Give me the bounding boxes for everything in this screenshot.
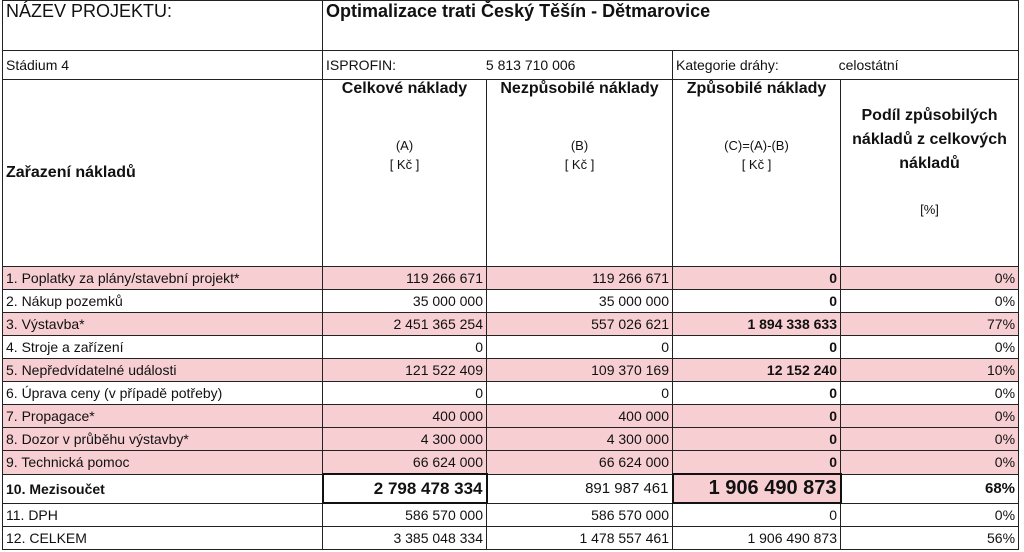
row-label: 11. DPH [3, 503, 323, 527]
cell-total: 2 798 478 334 [323, 474, 487, 503]
cell-ineligible: 0 [487, 336, 673, 359]
cell-total: 66 624 000 [323, 451, 487, 475]
row-label: 10. Mezisoučet [3, 474, 323, 503]
row-label: 1. Poplatky za plány/stavební projekt* [3, 267, 323, 290]
isprofin-cell [323, 51, 673, 80]
table-row [3, 267, 1019, 290]
cell-share: 0% [841, 451, 1019, 475]
col-ineligible-header [487, 80, 673, 267]
col-cost-category-header: Zařazení nákladů [3, 80, 323, 267]
project-name: Optimalizace trati Český Těšín - Dětmarovice [323, 1, 1019, 51]
meta-row [3, 51, 1019, 80]
cell-ineligible: 0 [487, 382, 673, 405]
col-share-title: Podíl způsobilých nákladů z celkových nákladů [852, 107, 1007, 172]
cell-eligible: 0 [673, 290, 841, 313]
cell-total: 0 [323, 336, 487, 359]
cell-ineligible: 891 987 461 [487, 474, 673, 503]
row-label: 9. Technická pomoc [3, 451, 323, 475]
table-row [3, 451, 1019, 475]
project-title-row [3, 1, 1019, 51]
cell-total: 2 451 365 254 [323, 313, 487, 336]
cell-eligible: 1 906 490 873 [673, 527, 841, 550]
cell-share: 0% [841, 503, 1019, 527]
table-row [3, 382, 1019, 405]
cell-ineligible: 1 478 557 461 [487, 527, 673, 550]
col-ineligible-unit: [ Kč ] [564, 157, 595, 172]
row-label: 8. Dozor v průběhu výstavby* [3, 428, 323, 451]
cell-total: 121 522 409 [323, 359, 487, 382]
cell-eligible: 0 [673, 451, 841, 475]
cell-ineligible: 109 370 169 [487, 359, 673, 382]
row-label: 7. Propagace* [3, 405, 323, 428]
cell-eligible: 0 [673, 405, 841, 428]
row-label: 12. CELKEM [3, 527, 323, 550]
cell-total: 3 385 048 334 [323, 527, 487, 550]
table-row [3, 359, 1019, 382]
category-label: Kategorie dráhy: [676, 57, 779, 73]
subtotal-row [3, 474, 1019, 503]
col-eligible-unit: [ Kč ] [741, 157, 772, 172]
col-total-header [323, 80, 487, 267]
cost-table [2, 0, 1019, 550]
cell-total: 400 000 [323, 405, 487, 428]
cell-total: 0 [323, 382, 487, 405]
cell-total: 35 000 000 [323, 290, 487, 313]
isprofin-label: ISPROFIN: [326, 57, 397, 73]
cell-share: 0% [841, 382, 1019, 405]
col-total-unit: [ Kč ] [389, 157, 420, 172]
isprofin-value: 5 813 710 006 [485, 57, 576, 73]
table-row [3, 405, 1019, 428]
cell-share: 0% [841, 428, 1019, 451]
cell-ineligible: 35 000 000 [487, 290, 673, 313]
cell-ineligible: 557 026 621 [487, 313, 673, 336]
cell-ineligible: 119 266 671 [487, 267, 673, 290]
row-label: 5. Nepředvídatelné události [3, 359, 323, 382]
cell-eligible: 12 152 240 [673, 359, 841, 382]
col-eligible-header [673, 80, 841, 267]
cell-share: 77% [841, 313, 1019, 336]
cell-eligible: 1 894 338 633 [673, 313, 841, 336]
cell-share: 0% [841, 336, 1019, 359]
cell-ineligible: 586 570 000 [487, 503, 673, 527]
cell-share: 56% [841, 527, 1019, 550]
col-total-formula: (A) [395, 138, 414, 153]
table-row [3, 313, 1019, 336]
col-share-unit: [%] [920, 202, 939, 217]
col-total-title: Celkové náklady [341, 80, 468, 97]
cell-share: 0% [841, 267, 1019, 290]
cell-eligible: 0 [673, 267, 841, 290]
cell-share: 68% [841, 474, 1019, 503]
cell-total: 586 570 000 [323, 503, 487, 527]
cell-share: 0% [841, 290, 1019, 313]
cell-ineligible: 400 000 [487, 405, 673, 428]
cell-eligible: 0 [673, 428, 841, 451]
cell-share: 0% [841, 405, 1019, 428]
project-label: NÁZEV PROJEKTU: [3, 1, 323, 51]
stage-label: Stádium 4 [3, 51, 323, 80]
col-share-header [841, 80, 1019, 267]
cell-ineligible: 4 300 000 [487, 428, 673, 451]
category-cell [673, 51, 1019, 80]
table-row [3, 336, 1019, 359]
column-header-row [3, 80, 1019, 267]
table-row [3, 428, 1019, 451]
category-value: celostátní [838, 57, 899, 73]
col-eligible-formula: (C)=(A)-(B) [724, 138, 789, 153]
col-ineligible-formula: (B) [570, 138, 589, 153]
table-row [3, 503, 1019, 527]
table-row [3, 290, 1019, 313]
row-label: 4. Stroje a zařízení [3, 336, 323, 359]
table-row [3, 527, 1019, 550]
cell-total: 119 266 671 [323, 267, 487, 290]
cell-eligible: 0 [673, 336, 841, 359]
row-label: 3. Výstavba* [3, 313, 323, 336]
cell-ineligible: 66 624 000 [487, 451, 673, 475]
cell-eligible: 0 [673, 503, 841, 527]
cell-eligible: 0 [673, 382, 841, 405]
row-label: 2. Nákup pozemků [3, 290, 323, 313]
col-eligible-title: Způsobilé náklady [686, 80, 827, 97]
cell-eligible: 1 906 490 873 [673, 474, 841, 503]
row-label: 6. Úprava ceny (v případě potřeby) [3, 382, 323, 405]
col-ineligible-title: Nezpůsobilé náklady [500, 80, 659, 97]
cell-total: 4 300 000 [323, 428, 487, 451]
cell-share: 10% [841, 359, 1019, 382]
